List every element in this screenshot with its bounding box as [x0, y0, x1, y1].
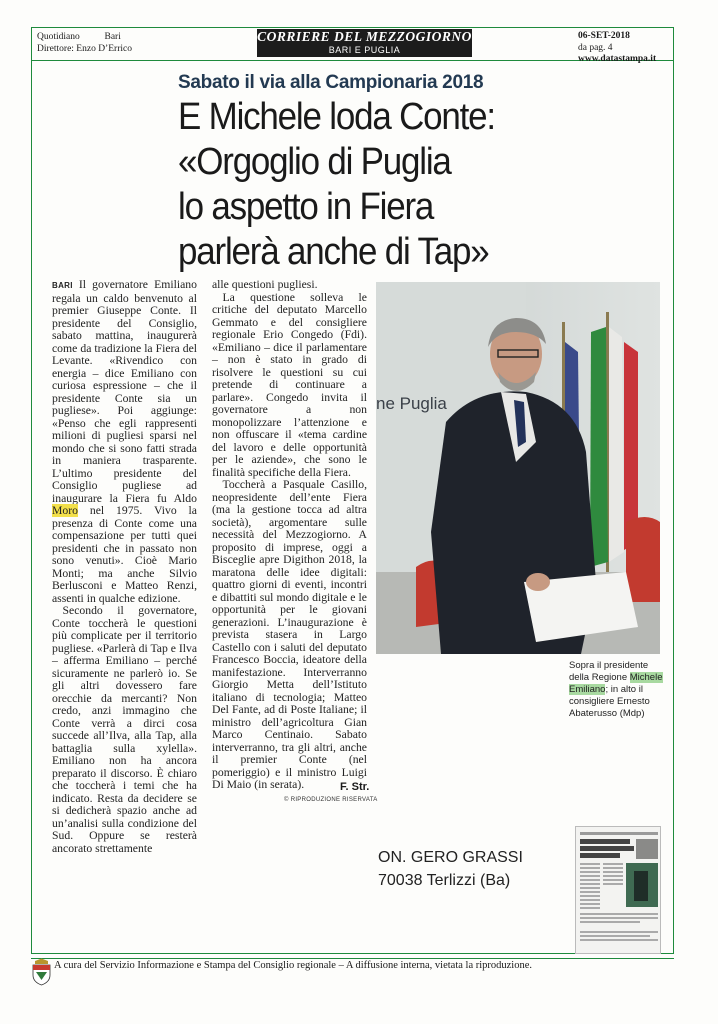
- article-paragraph: [52, 279, 197, 605]
- issue-meta: [578, 31, 656, 66]
- article-photo: [376, 282, 660, 654]
- caption-text: Sopra il presidente della Regione: [569, 660, 649, 683]
- page-reference: da pag. 4: [578, 42, 613, 53]
- publication-type-label: Quotidiano: [37, 32, 80, 42]
- caption-highlighted-name: Michele Emiliano: [569, 672, 663, 695]
- publication-city: Bari: [104, 32, 121, 42]
- article-column-1: [52, 279, 197, 855]
- publication-type: [37, 31, 121, 43]
- article-paragraph: Toccherà a Pasquale Casillo, neopresidente dell’ente Fiera (ma la gestione tocca ad altra società), argomentare sulle necessità del Mezzogiorno. A proposito di imprese, oggi a Bisceglie apre Digithon 2018, la maratona delle idee digitali: quattro giorni di eventi, incontri e dibattiti sul mondo digitale e le opportunità per le giovani generazioni. L’inaugurazione è prevista stasera in Largo Castello con i saluti del deputato Francesco Boccia, ideatore della manifestazione. Interverranno Giorgio Metta dell’Istituto italiano di tecnologia; Matteo Del Fante, ad di Poste Italiane; il ministro dell’agricoltura Gian Marco Centinaio. Sabato interverranno, tra gli altri, anche il premier Conte (nel pomeriggio) e il ministro Luigi Di Maio (in serata).: [212, 478, 367, 791]
- article-dateline: BARI: [52, 281, 73, 290]
- sender-stamp: [378, 846, 523, 892]
- thumbnail-illustration: [576, 827, 661, 954]
- masthead: [257, 29, 472, 57]
- headline-line: parlerà anche di Tap»: [178, 231, 489, 273]
- masthead-title: CORRIERE DEL MEZZOGIORNO: [257, 29, 472, 44]
- footer-divider: [31, 958, 674, 959]
- director-line: Direttore: Enzo D’Errico: [37, 44, 132, 54]
- article-kicker: Sabato il via alla Campionaria 2018: [178, 72, 484, 93]
- masthead-subtitle: BARI E PUGLIA: [328, 45, 401, 55]
- photo-illustration: [376, 282, 660, 654]
- article-headline: [178, 95, 495, 275]
- issue-date: 06-SET-2018: [578, 31, 630, 41]
- photo-caption: [569, 660, 664, 720]
- stamp-name: ON. GERO GRASSI: [378, 849, 523, 866]
- article-paragraph: alle questioni pugliesi.: [212, 278, 318, 291]
- article-paragraph: Secondo il governatore, Conte toccherà le questioni più complicate per il territorio pugliese. «Parlerà di Tap e Ilva – afferma Emiliano – perché sicuramente ne parlerò io. Se gli altri dovessero fare orecchie da mercanti? Non credo, anzi immagino che Conte verrà a dirci cosa succede all’Ilva, alla Tap, alla battaglia sulla xylella». Emiliano non ha ancora preparato il discorso. È chiaro che toccherà i temi che ha indicato. Resta da decidere se si dedicherà spazio anche ad un’analisi sulla condizione del Sud. Oppure se resterà ancorato strettamente: [52, 604, 198, 855]
- stamp-address: 70038 Terlizzi (Ba): [378, 872, 511, 889]
- regional-crest-icon: [31, 958, 52, 986]
- headline-line: «Orgoglio di Puglia: [178, 141, 451, 183]
- paragraph-text: Il governatore Emiliano regala un caldo benvenuto al premier Giuseppe Conte. Il presidente del Consiglio, sabato mattina, inaugurerà come da tradizione la Fiera del Levante. «Rivendico con energia – dice Emiliano con curiosa espressione – che il presidente Conte sia un pugliese». Poi aggiunge: «Penso che egli rappresenti milioni di pugliesi sparsi nel mondo che si sono fatti strada in maniera trasparente. L’ultimo presidente del Consiglio pugliese ad inaugurare la Fiera fu Aldo: [52, 278, 197, 505]
- caption-text: ; in alto il consigliere Ernesto Abaterusso (Mdp): [569, 684, 650, 719]
- highlighted-name: Moro: [52, 504, 78, 517]
- footer-notice: A cura del Servizio Informazione e Stampa del Consiglio regionale – A diffusione interna, vietata la riproduzione.: [54, 960, 533, 971]
- article-paragraph: La questione solleva le critiche del deputato Marcello Gemmato e del consigliere regionale Erio Congedo (Fdi). «Emiliano – dice il parlamentare – non è stato in grado di risolvere le questioni su cui pretende di continuare a parlare». Congedo invita il governatore a non monopolizzare l’attenzione e non offuscare il «tema cardine del lavoro e delle opportunità per le aziende», che sono le finalità specifiche della Fiera.: [212, 290, 367, 479]
- headline-line: E Michele loda Conte:: [178, 96, 495, 138]
- article-column-2: [212, 278, 370, 793]
- article-signature: F. Str.: [340, 781, 370, 793]
- headline-line: lo aspetto in Fiera: [178, 186, 434, 228]
- source-site: www.datastampa.it: [578, 54, 657, 64]
- photo-wall-text: ne Puglia: [376, 394, 447, 413]
- paragraph-text: nel 1975. Vivo la presenza di Conte come una compensazione per tutti quei presidenti che in passato non sono venuti». Cioè Mario Monti; ma anche Silvio Berlusconi e Matteo Renzi, assenti in qualche edizione.: [52, 504, 197, 605]
- page-thumbnail: [575, 826, 661, 954]
- copyright-notice: © RIPRODUZIONE RISERVATA: [284, 797, 378, 803]
